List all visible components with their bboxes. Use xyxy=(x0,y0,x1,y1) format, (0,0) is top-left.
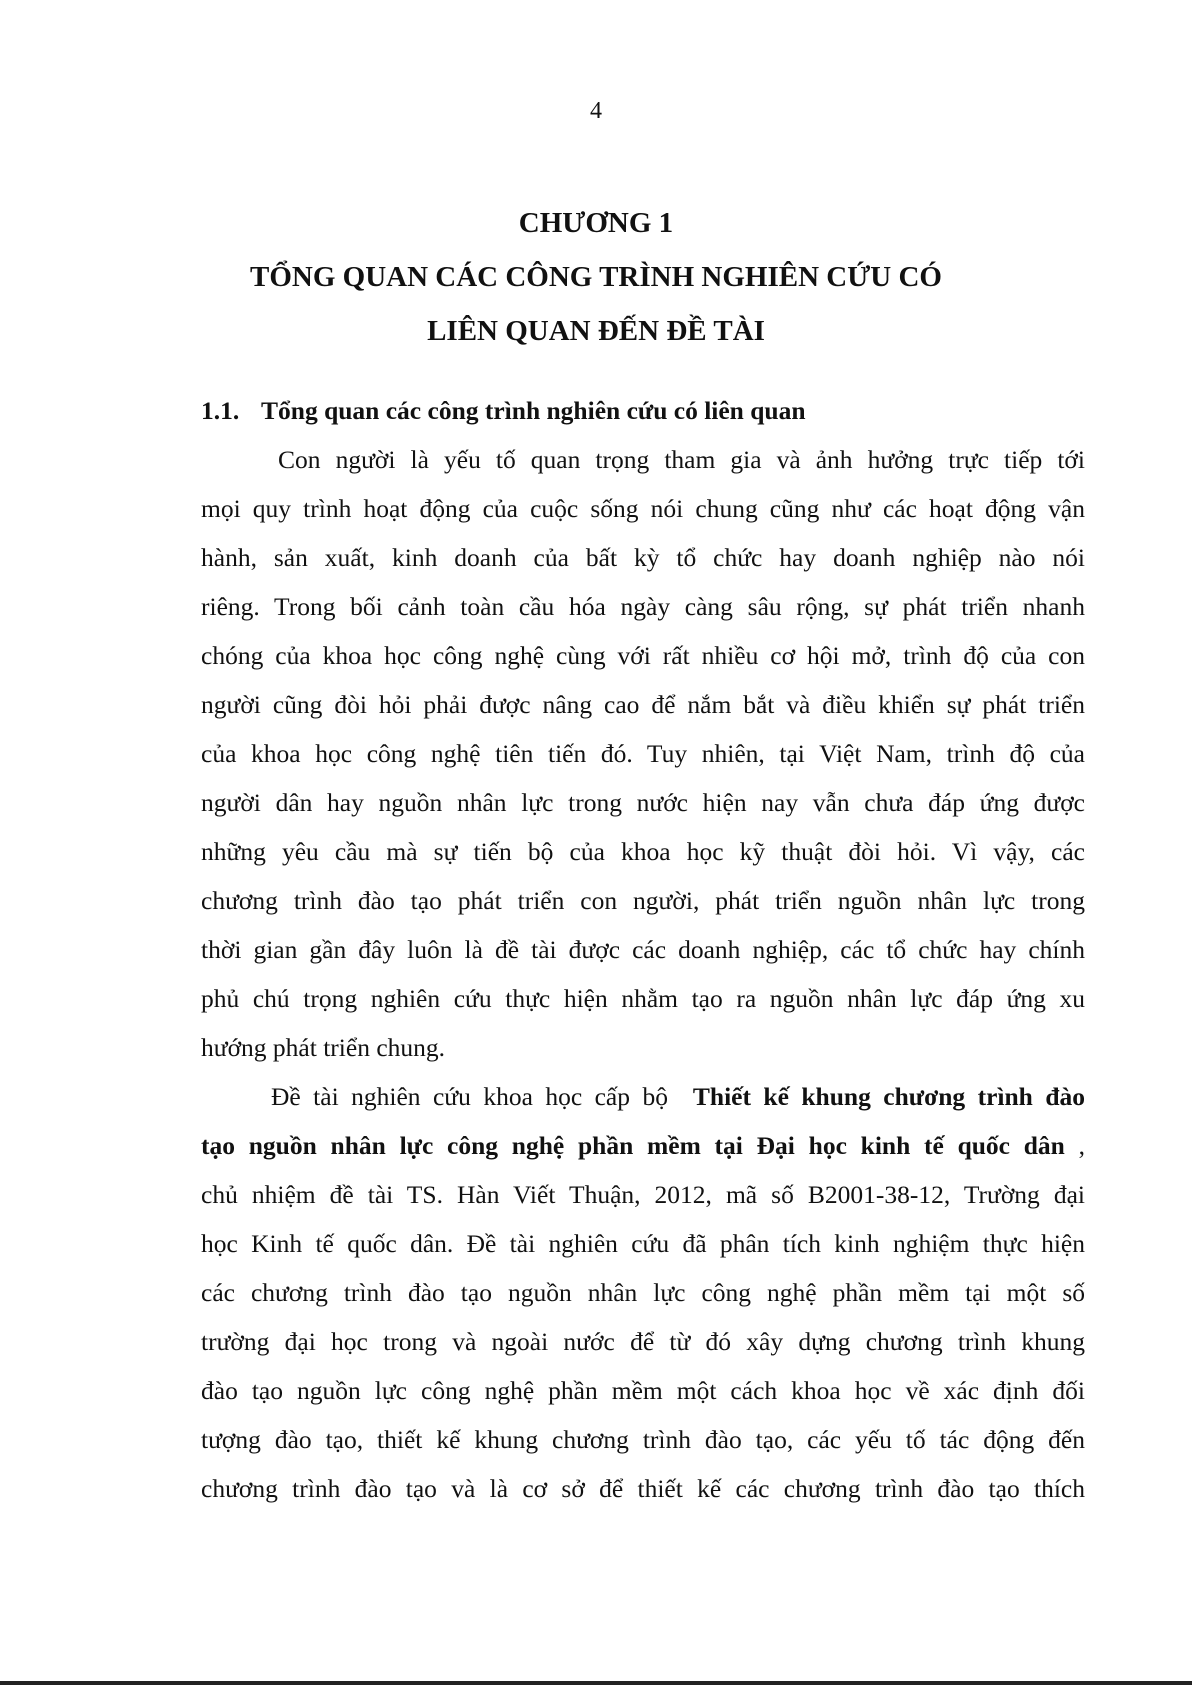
document-body xyxy=(201,386,1085,1513)
paragraph-line: mọi quy trình hoạt động của cuộc sống nói chung cũng như các hoạt động vận xyxy=(201,494,1085,523)
chapter-title-line-1: TỔNG QUAN CÁC CÔNG TRÌNH NGHIÊN CỨU CÓ xyxy=(249,261,942,293)
section-title: Tổng quan các công trình nghiên cứu có liên quan xyxy=(261,396,806,425)
paragraph-line: tượng đào tạo, thiết kế khung chương trình đào tạo, các yếu tố tác động đến xyxy=(201,1425,1085,1454)
paragraph-line: chương trình đào tạo phát triển con người, phát triển nguồn nhân lực trong xyxy=(201,886,1085,915)
paragraph-line: chương trình đào tạo và là cơ sở để thiết kế các chương trình đào tạo thích xyxy=(201,1474,1085,1503)
paragraph-line: của khoa học công nghệ tiên tiến đó. Tuy nhiên, tại Việt Nam, trình độ của xyxy=(201,739,1085,768)
paragraph-line: chủ nhiệm đề tài TS. Hàn Viết Thuận, 2012, mã số B2001-38-12, Trường đại xyxy=(201,1180,1085,1209)
paragraph-line: thời gian gần đây luôn là đề tài được các doanh nghiệp, các tổ chức hay chính xyxy=(201,935,1085,964)
chapter-label: CHƯƠNG 1 xyxy=(518,207,674,239)
paragraph-line: các chương trình đào tạo nguồn nhân lực công nghệ phần mềm tại một số xyxy=(201,1278,1085,1307)
section-number: 1.1. xyxy=(201,396,240,425)
paragraph-1 xyxy=(201,435,1085,1072)
section-heading xyxy=(201,386,1085,435)
paragraph-line: riêng. Trong bối cảnh toàn cầu hóa ngày càng sâu rộng, sự phát triển nhanh xyxy=(201,592,1085,621)
paragraph-line xyxy=(201,1121,1085,1170)
page-bottom-border xyxy=(0,1681,1192,1685)
paragraph-intro: Đề tài nghiên cứu khoa học cấp bộ xyxy=(271,1082,668,1111)
project-title-part-1: Thiết kế khung chương trình đào xyxy=(692,1082,1085,1111)
project-title-part-2: tạo nguồn nhân lực công nghệ phần mềm tại Đại học kinh tế quốc dân xyxy=(201,1131,1065,1160)
paragraph-2 xyxy=(201,1072,1085,1513)
chapter-heading xyxy=(0,196,1192,358)
paragraph-line: hướng phát triển chung. xyxy=(201,1033,446,1062)
chapter-title-line-2: LIÊN QUAN ĐẾN ĐỀ TÀI xyxy=(427,315,765,347)
paragraph-line: phủ chú trọng nghiên cứu thực hiện nhằm tạo ra nguồn nhân lực đáp ứng xu xyxy=(201,984,1085,1013)
paragraph-line: người dân hay nguồn nhân lực trong nước hiện nay vẫn chưa đáp ứng được xyxy=(201,788,1085,817)
paragraph-line: học Kinh tế quốc dân. Đề tài nghiên cứu đã phân tích kinh nghiệm thực hiện xyxy=(201,1229,1085,1258)
paragraph-line: hành, sản xuất, kinh doanh của bất kỳ tổ chức hay doanh nghiệp nào nói xyxy=(201,543,1085,572)
paragraph-line: những yêu cầu mà sự tiến bộ của khoa học kỹ thuật đòi hỏi. Vì vậy, các xyxy=(201,837,1085,866)
paragraph-line: trường đại học trong và ngoài nước để từ đó xây dựng chương trình khung xyxy=(201,1327,1085,1356)
page-number: 4 xyxy=(590,98,602,124)
paragraph-line: đào tạo nguồn lực công nghệ phần mềm một cách khoa học về xác định đối xyxy=(201,1376,1085,1405)
project-title-comma: , xyxy=(1064,1131,1085,1160)
paragraph-line xyxy=(201,1072,1085,1121)
paragraph-line: chóng của khoa học công nghệ cùng với rất nhiều cơ hội mở, trình độ của con xyxy=(201,641,1085,670)
paragraph-line: Con người là yếu tố quan trọng tham gia và ảnh hưởng trực tiếp tới xyxy=(278,445,1085,474)
paragraph-line: người cũng đòi hỏi phải được nâng cao để nắm bắt và điều khiển sự phát triển xyxy=(201,690,1085,719)
